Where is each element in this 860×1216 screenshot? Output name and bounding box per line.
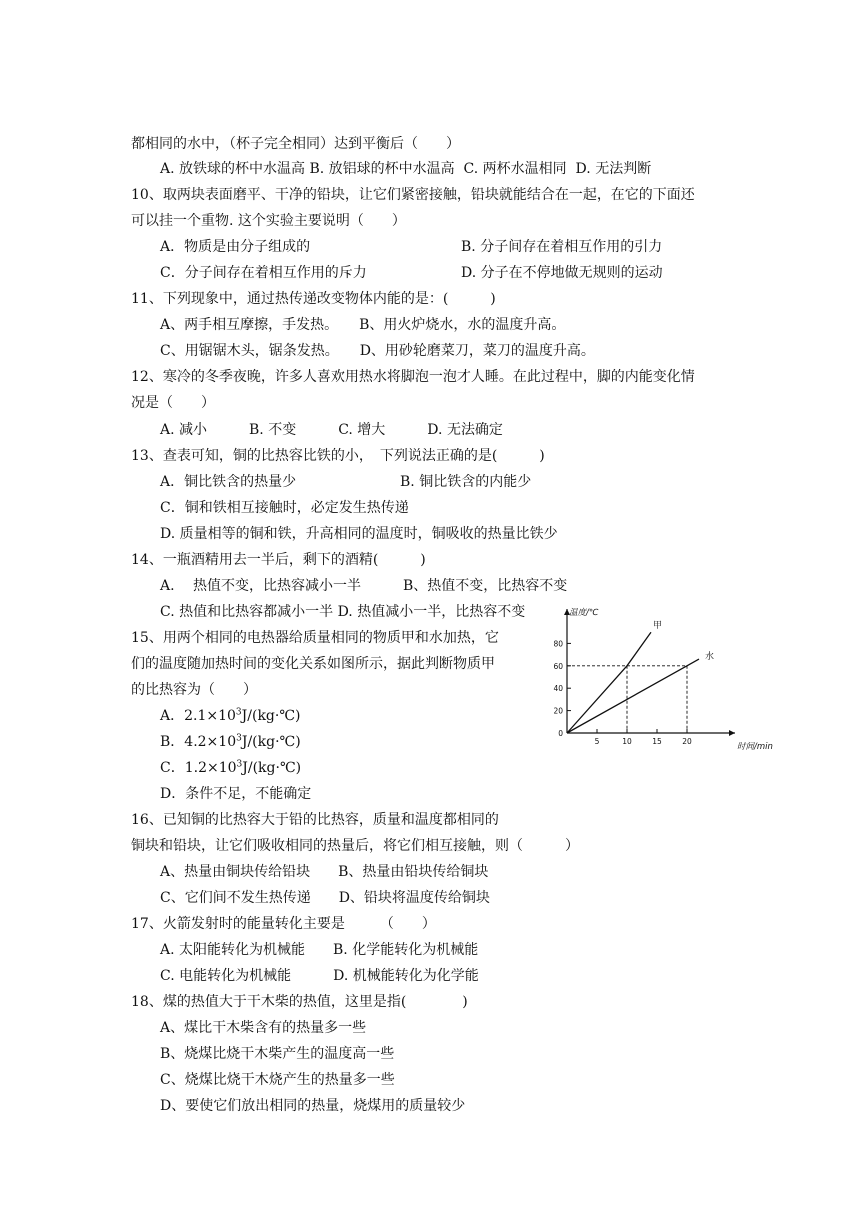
series-label: 水 [705,652,715,663]
q18-option-d: D、要使它们放出相同的热量，烧煤用的质量较少 [160,1098,466,1114]
q11-options-ab: A、两手相互摩擦，手发热。 B、用火炉烧水，水的温度升高。 [160,317,566,333]
q9-options: A. 放铁球的杯中水温高 B. 放铝球的杯中水温高 C. 两杯水温相同 D. 无法判断 [160,161,652,177]
graph-axes [564,609,735,736]
q11-stem: 11、下列现象中，通过热传递改变物体内能的是：( ) [131,291,496,307]
y-axis-label: 温度/℃ [569,608,599,618]
q14-options-cd: C. 热值和比热容都减小一半 D. 热值减小一半，比热容不变 [160,604,526,620]
q15-stem-line1: 15、用两个相同的电热器给质量相同的物质甲和水加热，它 [131,630,499,646]
series-line-jia [567,632,651,733]
q18-option-c: C、烧煤比烧干木烧产生的热量多一些 [160,1072,395,1088]
q16-options-cd: C、它们间不发生热传递 D、铅块将温度传给铜块 [160,890,490,906]
q16-stem-line2: 铜块和铅块，让它们吸收相同的热量后，将它们相互接触，则（ ） [131,838,579,854]
q10-option-a: A．物质是由分子组成的 [160,239,311,255]
x-tick-label: 5 [594,737,600,746]
x-axis-label: 时间/min [737,742,773,752]
q11-options-cd: C、用锯锯木头，锯条发热。 D、用砂轮磨菜刀，菜刀的温度升高。 [160,343,595,359]
q15-option-d: D．条件不足，不能确定 [160,786,312,802]
x-tick-label: 15 [652,737,662,746]
q15-option-a: A．$2.1\times 10^3J/(kg\cdot℃)$ [160,707,301,724]
q16-stem-line1: 16、已知铜的比热容大于铅的比热容，质量和温度都相同的 [131,812,499,828]
q15-stem-line2: 们的温度随加热时间的变化关系如图所示，据此判断物质甲 [131,656,495,672]
q17-stem: 17、火箭发射时的能量转化主要是 （ ） [131,916,436,932]
q12-options: A. 减小 B. 不变 C. 增大 D. 无法确定 [160,422,503,438]
q13-option-d: D. 质量相等的铜和铁，升高相同的温度时，铜吸收的热量比铁少 [160,526,558,542]
graph-series [567,632,699,733]
q14-stem: 14、一瓶酒精用去一半后，剩下的酒精( ) [131,552,426,568]
q18-option-a: A、煤比干木柴含有的热量多一些 [160,1020,367,1036]
q16-options-ab: A、热量由铜块传给铅块 B、热量由铅块传给铜块 [160,864,489,880]
temperature-time-graph [545,605,773,755]
q18-option-b: B、烧煤比烧干木柴产生的温度高一些 [160,1046,395,1062]
y-tick-label: 60 [553,661,563,671]
q15-option-b: B．$4.2\times 10^3J/(kg\cdot℃)$ [160,733,301,750]
y-tick-label: 20 [553,706,563,716]
q17-options-cd: C. 电能转化为机械能 D. 机械能转化为化学能 [160,968,479,984]
q15-stem-line3: 的比热容为（ ） [131,682,257,698]
q13-stem: 13、查表可知，铜的比热容比铁的小， 下列说法正确的是( ) [131,448,545,464]
series-line-water [567,659,699,733]
q13-option-a: A．铜比铁含的热量少 [160,474,297,490]
q10-option-b: B. 分子间存在着相互作用的引力 [461,239,663,255]
y-tick-label: 0 [558,729,563,738]
q10-option-d: D. 分子在不停地做无规则的运动 [461,265,663,281]
q12-stem-line2: 况是（ ） [131,395,215,411]
q13-option-c: C．铜和铁相互接触时，必定发生热传递 [160,500,409,516]
q12-stem-line1: 12、寒冷的冬季夜晚，许多人喜欢用热水将脚泡一泡才人睡。在此过程中，脚的内能变化情 [131,369,695,385]
q10-stem-line2: 可以挂一个重物. 这个实验主要说明（ ） [131,213,406,229]
x-axis-arrow [729,730,735,736]
q15-option-c: C．$1.2\times 10^3J/(kg\cdot℃)$ [160,759,302,776]
q13-option-b: B. 铜比铁含的内能少 [400,474,532,490]
y-tick-label: 40 [553,684,563,694]
x-tick-label: 20 [682,737,692,746]
q18-stem: 18、煤的热值大于干木柴的热值，这里是指( ) [131,994,468,1010]
q14-options-ab: A. 热值不变，比热容减小一半 B、热值不变，比热容不变 [160,578,568,594]
x-tick-label: 10 [622,737,632,746]
q9-stem-continuation: 都相同的水中，（杯子完全相同）达到平衡后（ ） [131,136,460,152]
q17-options-ab: A. 太阳能转化为机械能 B. 化学能转化为机械能 [160,942,479,958]
series-label: 甲 [653,621,663,632]
y-tick-label: 80 [553,639,563,649]
q10-option-c: C．分子间存在着相互作用的斥力 [160,265,367,281]
q10-stem-line1: 10、取两块表面磨平、干净的铅块，让它们紧密接触，铅块就能结合在一起，在它的下面还 [131,187,695,203]
